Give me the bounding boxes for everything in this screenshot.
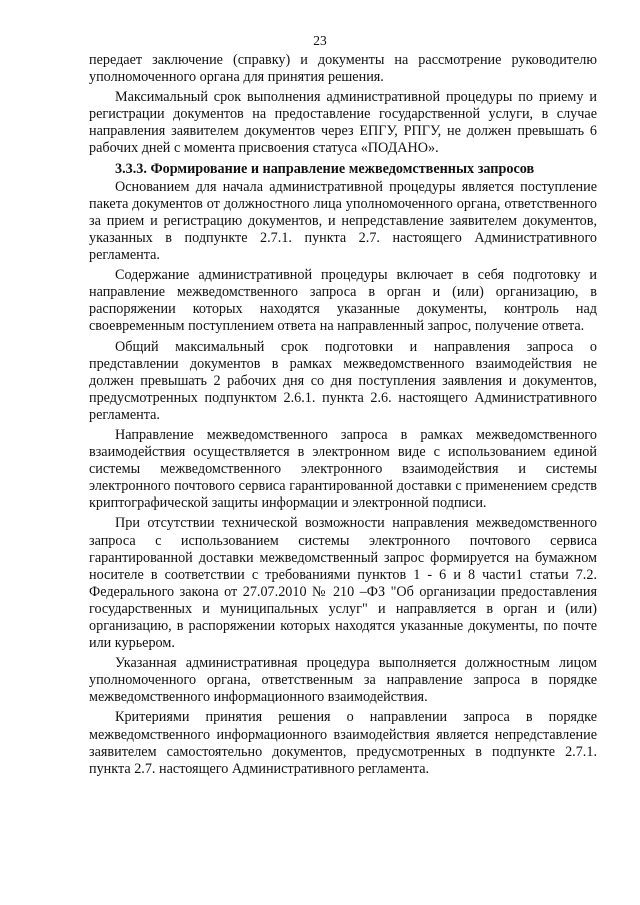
document-body	[89, 52, 597, 781]
paragraph-paper-request: При отсутствии технической возможности направления межведомственного запроса с использованием системы электронного почтового сервиса гарантированной доставки межведомственный запрос формируется на бумажном носителе в соответствии с требованиями пунктов 1 - 6 и 8 части1 статьи 7.2. Федерального закона от 27.07.2010 № 210 –ФЗ "Об организации предоставления государственных и муниципальных услуг" и направляется в орган и (или) организацию, в распоряжении которых находятся указанные документы, по почте или курьером.	[89, 515, 597, 652]
paragraph-max-term-reception: Максимальный срок выполнения административной процедуры по приему и регистрации документов на предоставление государственной услуги, в случае направления заявителем документов через ЕПГУ, РПГУ, не должен превышать 6 рабочих дней с момента присвоения статуса «ПОДАНО».	[89, 89, 597, 157]
paragraph-responsible-person: Указанная административная процедура выполняется должностным лицом уполномоченного органа, ответственным за направление запроса в порядке межведомственного информационного взаимодействия.	[89, 655, 597, 706]
paragraph-criteria: Критериями принятия решения о направлении запроса в порядке межведомственного информационного взаимодействия является непредставление заявителем самостоятельно документов, предусмотренных в подпункте 2.7.1. пункта 2.7. настоящего Административного регламента.	[89, 709, 597, 777]
paragraph-basis: Основанием для начала административной процедуры является поступление пакета документов от должностного лица уполномоченного органа, ответственного за прием и регистрацию документов, и непредставление заявителем документов, указанных в подпункте 2.7.1. пункта 2.7. настоящего Административного регламента.	[89, 178, 597, 264]
section-heading: 3.3.3. Формирование и направление межведомственных запросов	[115, 160, 535, 177]
paragraph-total-term: Общий максимальный срок подготовки и направления запроса о представлении документов в рамках межведомственного взаимодействия не должен превышать 2 рабочих дня со дня поступления заявления и документов, предусмотренных подпунктом 2.6.1. пункта 2.6. настоящего Административного регламента.	[89, 338, 597, 423]
paragraph-continuation: передает заключение (справку) и документы на рассмотрение руководителю уполномоченного органа для принятия решения.	[89, 52, 597, 86]
page-number: 23	[313, 33, 327, 48]
paragraph-electronic-request: Направление межведомственного запроса в рамках межведомственного взаимодействия осуществляется в электронном виде с использованием единой системы межведомственного электронного взаимодействия и системы электронного почтового сервиса гарантированной доставки с применением средств криптографической защиты информации и электронной подписи.	[89, 426, 597, 512]
paragraph-content: Содержание административной процедуры включает в себя подготовку и направление межведомственного запроса в орган и (или) организацию, в распоряжении которых находятся указанные документы, контроль над своевременным поступлением ответа на направленный запрос, получение ответа.	[89, 267, 597, 335]
